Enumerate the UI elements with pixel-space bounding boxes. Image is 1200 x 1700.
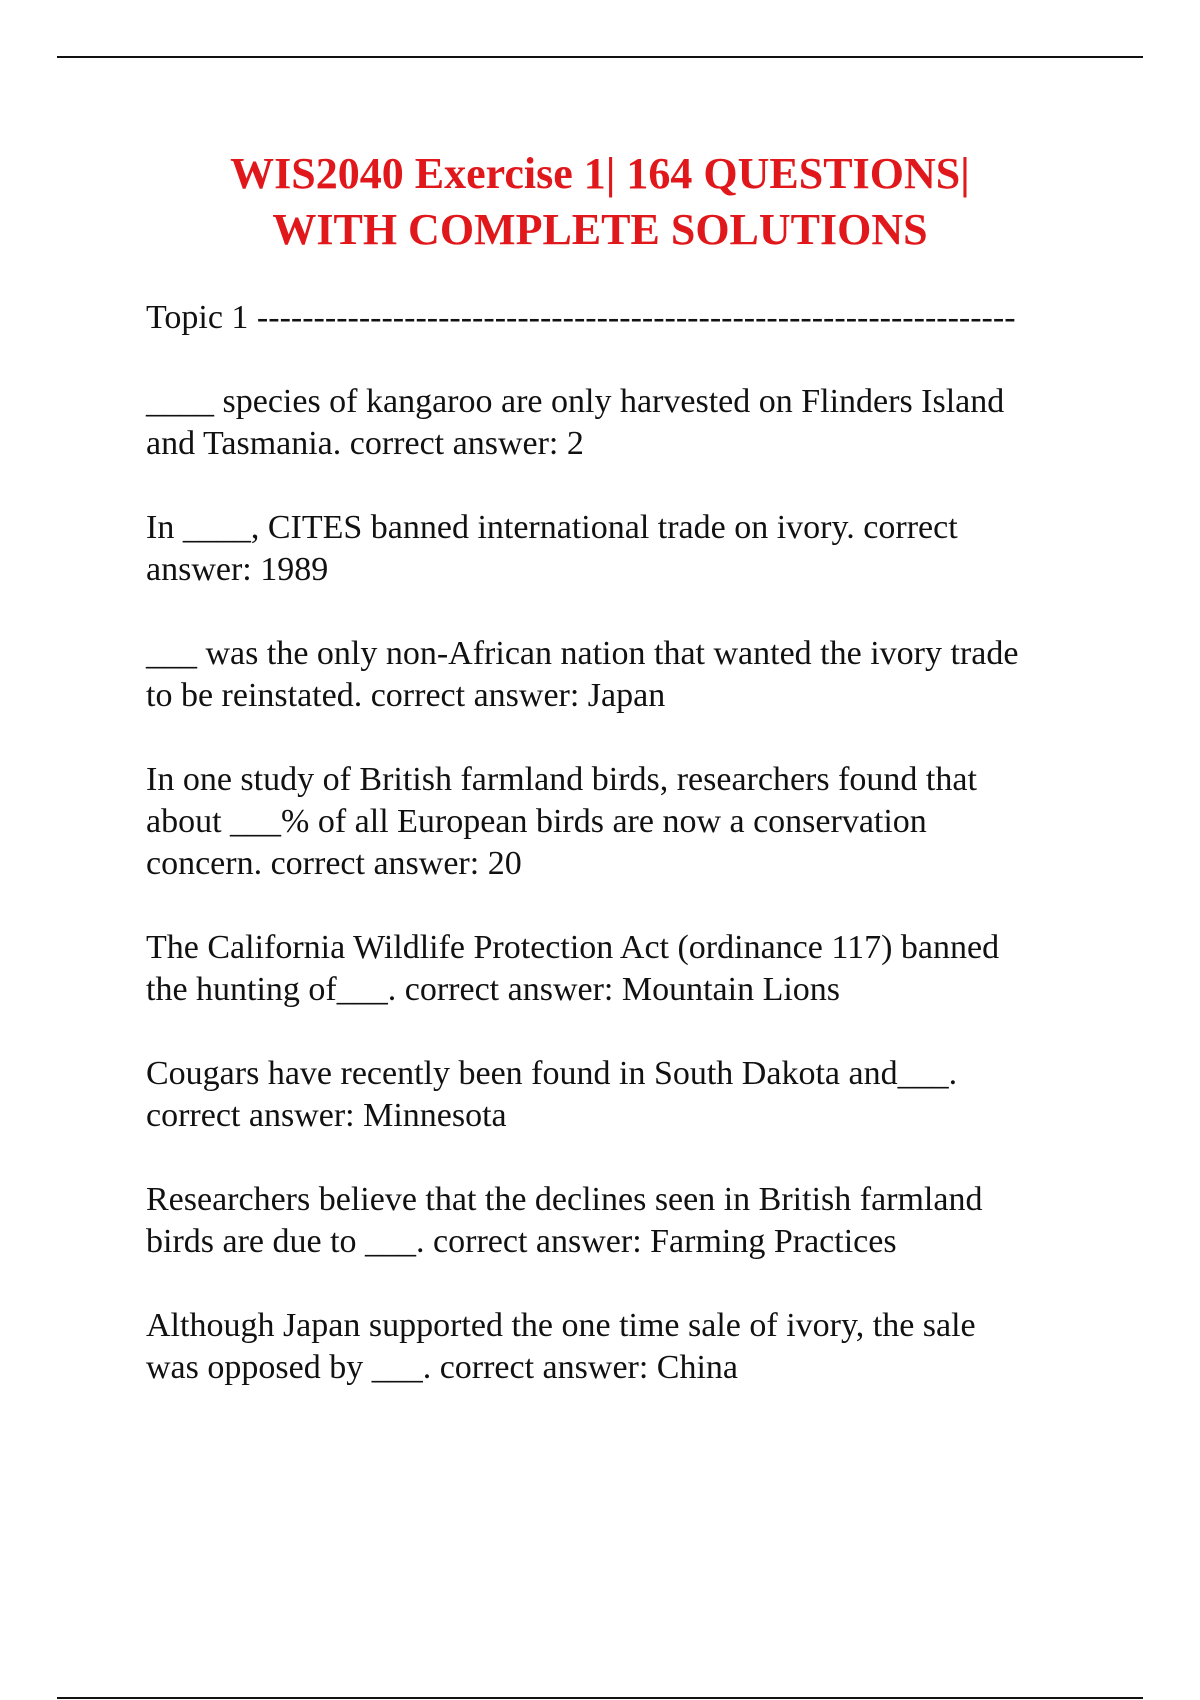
title-line-2: WITH COMPLETE SOLUTIONS: [272, 205, 928, 254]
question-line: In ____, CITES banned international trade on ivory. correct: [146, 509, 958, 546]
question-line: Although Japan supported the one time sale of ivory, the sale: [146, 1307, 976, 1344]
document-title: [0, 146, 1200, 258]
bottom-rule: [57, 1697, 1143, 1699]
question-line: ____ species of kangaroo are only harvested on Flinders Island: [146, 383, 1005, 420]
question-line: Cougars have recently been found in South Dakota and___.: [146, 1055, 958, 1092]
document-body: [146, 297, 1086, 1431]
question-item: [146, 1305, 1086, 1389]
question-item: [146, 507, 1086, 591]
question-item: [146, 927, 1086, 1011]
question-item: [146, 1053, 1086, 1137]
question-line: answer: 1989: [146, 551, 329, 588]
question-line: to be reinstated. correct answer: Japan: [146, 677, 666, 714]
question-line: about ___% of all European birds are now a conservation: [146, 803, 927, 840]
question-line: Researchers believe that the declines seen in British farmland: [146, 1181, 983, 1218]
title-line-1: WIS2040 Exercise 1| 164 QUESTIONS|: [230, 149, 970, 198]
question-line: was opposed by ___. correct answer: China: [146, 1349, 739, 1386]
question-line: The California Wildlife Protection Act (ordinance 117) banned: [146, 929, 1000, 966]
top-rule: [57, 56, 1143, 58]
question-line: the hunting of___. correct answer: Mountain Lions: [146, 971, 841, 1008]
question-line: correct answer: Minnesota: [146, 1097, 507, 1134]
question-item: [146, 381, 1086, 465]
topic-heading: Topic 1 -------------------------------------------------------------------: [146, 299, 1016, 336]
question-item: [146, 633, 1086, 717]
question-line: concern. correct answer: 20: [146, 845, 522, 882]
question-line: ___ was the only non-African nation that wanted the ivory trade: [146, 635, 1019, 672]
question-line: In one study of British farmland birds, researchers found that: [146, 761, 977, 798]
question-item: [146, 1179, 1086, 1263]
question-item: [146, 759, 1086, 885]
question-line: and Tasmania. correct answer: 2: [146, 425, 584, 462]
question-line: birds are due to ___. correct answer: Farming Practices: [146, 1223, 897, 1260]
